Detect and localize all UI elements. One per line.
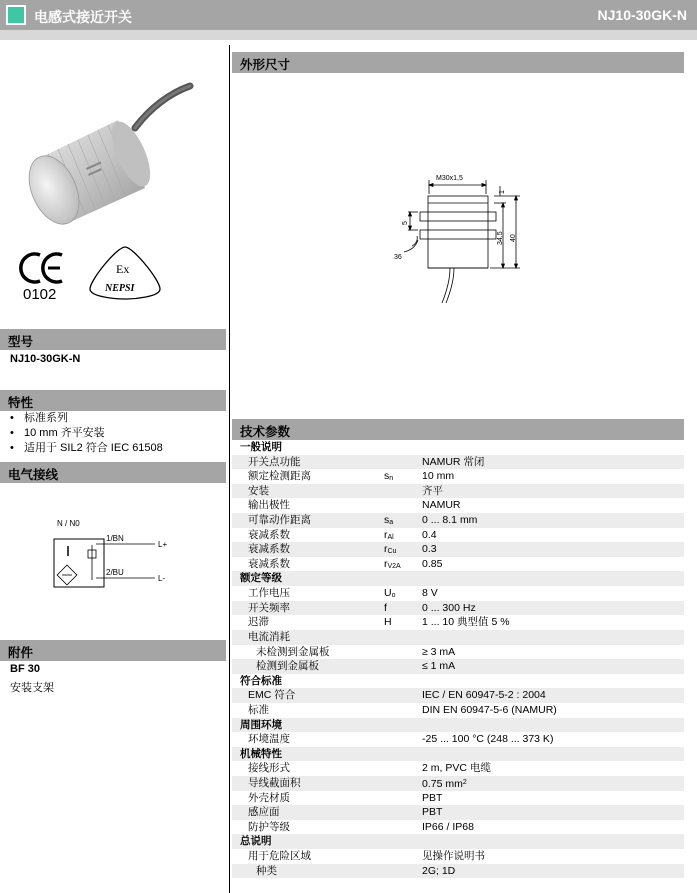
table-row: 防护等级 IP66 / IP68 — [248, 820, 474, 833]
table-row: 衰减系数 $r_{Al}$ 0.4 — [248, 528, 437, 541]
table-row: 开关频率 f 0 ... 300 Hz — [232, 601, 684, 616]
table-row: 环境温度 -25 ... 100 °C (248 ... 373 K) — [248, 733, 554, 746]
nepsi-ex-icon — [90, 247, 160, 299]
table-row: 衰减系数 $r_{V2A}$ 0.85 — [248, 557, 443, 570]
wiring-label-n: N / N0 — [57, 519, 80, 528]
section-accessories: 附件 — [0, 640, 226, 661]
table-row: 用于危险区域 见操作说明书 — [248, 850, 485, 863]
type-value: NJ10-30GK-N — [10, 353, 81, 365]
section-wiring: 电气接线 — [0, 462, 226, 483]
table-row: 周围环境 — [232, 718, 684, 733]
certification-marks — [10, 245, 220, 315]
accessory-name: BF 30 — [10, 663, 40, 675]
table-row: 衰减系数 $r_{Cu}$ 0.3 — [232, 542, 684, 557]
table-row: 额定检测距离 $s_n$ 10 mm — [248, 470, 455, 483]
plus-label: L+ — [158, 540, 168, 549]
table-row: 工作电压 $U_o$ 8 V — [248, 587, 438, 600]
pin2-label: 2/BU — [106, 568, 124, 577]
dim-345-label: 34,5 — [497, 231, 504, 245]
ex-label: Ex — [116, 262, 130, 276]
table-row: 导线截面积 0.75 $mm^2$ — [232, 776, 684, 791]
table-row: 机械特性 — [232, 747, 684, 762]
section-dimensions: 外形尺寸 — [232, 52, 684, 73]
dim-40-label: 40 — [510, 234, 517, 242]
wiring-diagram — [40, 512, 220, 607]
table-row: 感应面 PBT — [232, 805, 684, 820]
header-subbar — [0, 30, 697, 40]
table-row: 总说明 — [232, 834, 684, 849]
pin1-label: 1/BN — [106, 534, 124, 543]
table-row: 标准 DIN EN 60947-5-6 (NAMUR) — [248, 703, 557, 716]
model-title: NJ10-30GK-N — [597, 7, 687, 23]
table-row: 未检测到金属板 ≥ 3 mA — [256, 645, 456, 658]
dim-5-label: 5 — [402, 221, 409, 225]
table-row: 输出极性 NAMUR — [248, 499, 461, 512]
table-row: 接线形式 2 m, PVC 电缆 — [248, 762, 491, 775]
table-row: EMC 符合 IEC / EN 60947-5-2 : 2004 — [232, 688, 684, 703]
table-row: 安装 齐平 — [232, 484, 684, 499]
table-row: 一般说明 — [240, 441, 282, 453]
table-row: 外壳材质 PBT — [248, 791, 443, 804]
table-row: 检测到金属板 ≤ 1 mA — [232, 659, 684, 674]
thread-label: M30x1,5 — [436, 175, 463, 182]
table-row: 可靠动作距离 $s_a$ 0 ... 8.1 mm — [232, 513, 684, 528]
accessory-desc: 安装支架 — [10, 682, 54, 694]
brand-square-icon — [6, 5, 26, 25]
product-photo — [0, 48, 226, 238]
ce-number: 0102 — [23, 286, 57, 303]
table-row: 开关点功能 NAMUR 常闭 — [232, 455, 684, 470]
table-row: 符合标准 — [240, 674, 282, 687]
page-title: 电感式接近开关 — [34, 9, 132, 25]
minus-label: L- — [158, 574, 166, 583]
table-row: 电流消耗 — [232, 630, 684, 645]
ce-mark-icon — [21, 254, 62, 282]
nepsi-label: NEPSI — [105, 283, 135, 294]
dim-36-label: 36 — [394, 254, 402, 261]
table-row: 额定等级 — [232, 571, 684, 586]
features-list — [10, 411, 163, 456]
feature-item: • 10 mm 齐平安装 — [10, 426, 163, 441]
dimension-drawing — [390, 168, 530, 308]
feature-item: • 适用于 SIL2 符合 IEC 61508 — [10, 441, 163, 456]
dim-1-label: 1 — [499, 190, 506, 194]
table-row: 迟滞 H 1 ... 10 典型值 5 % — [248, 616, 510, 629]
table-row: 种类 2G; 1D — [232, 864, 684, 879]
section-features: 特性 — [0, 390, 226, 411]
column-divider — [229, 45, 230, 893]
tech-data-table — [232, 440, 684, 878]
section-type: 型号 — [0, 329, 226, 350]
section-tech-data: 技术参数 — [232, 419, 684, 440]
header-bar — [0, 0, 697, 30]
feature-item: • 标准系列 — [10, 411, 163, 426]
